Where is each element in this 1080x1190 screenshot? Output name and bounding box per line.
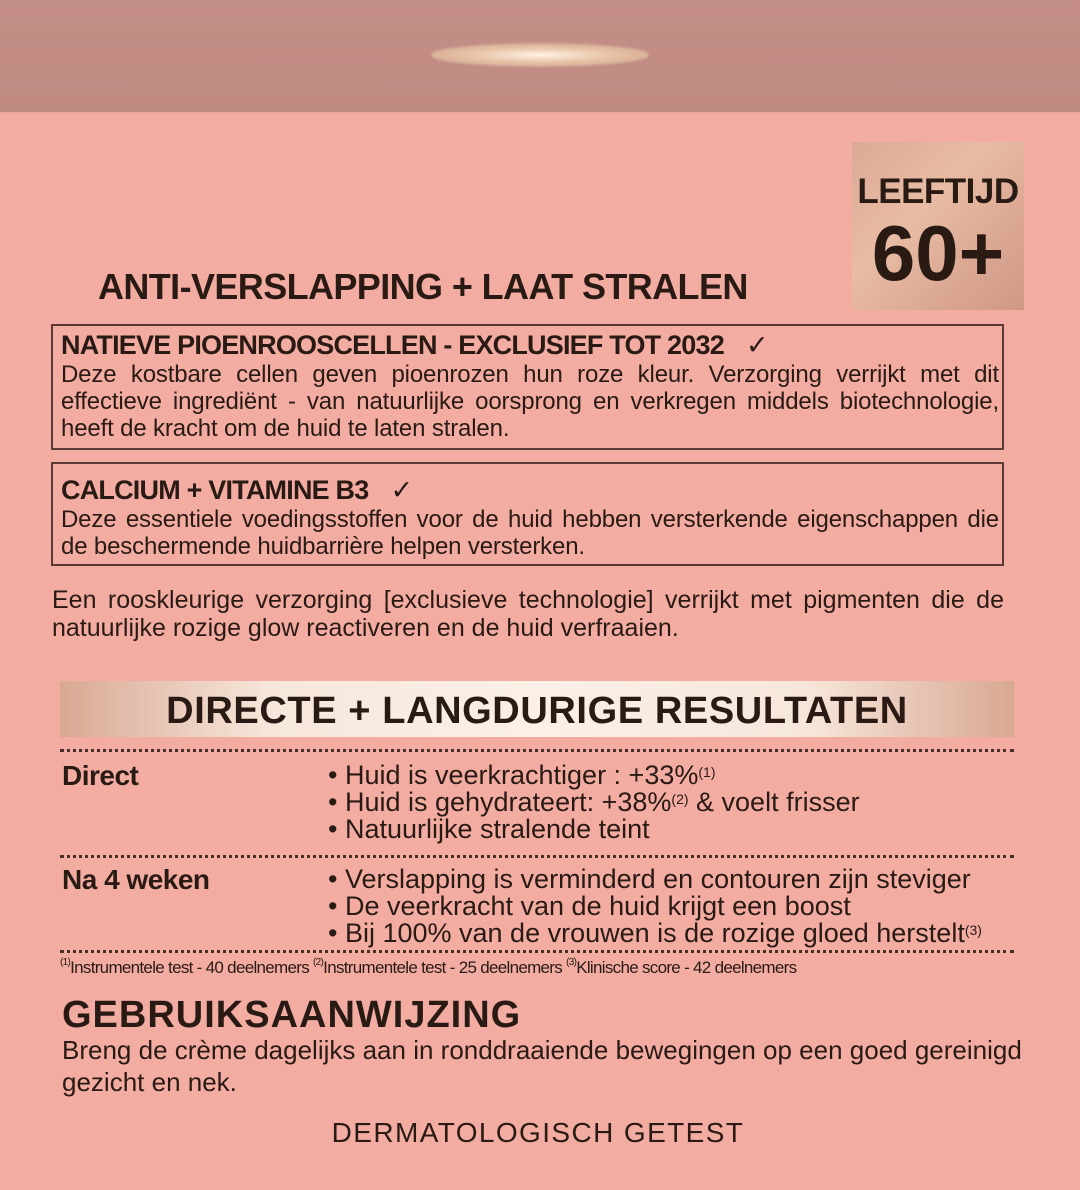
result-item: • Huid is veerkrachtiger : +33%$^{(1)}$ [328,760,716,790]
check-icon: ✓ [745,330,768,360]
footnote: Instrumentele test - 40 deelnemers [70,958,314,977]
ingredient-title [61,330,768,361]
ingredient-title-text: NATIEVE PIOENROOSCELLEN - EXCLUSIEF TOT 2032 [61,330,724,360]
product-headline: ANTI-VERSLAPPING + LAAT STRALEN [98,266,748,307]
result-item: • Huid is gehydrateert: +38%$^{(2)}$ & voelt frisser [328,787,860,817]
check-icon: ✓ [390,475,413,505]
footnotes: $^{(1)}$Instrumentele test - 40 deelnemers $^{(2)}$Instrumentele test - 25 deelnemers $^{(3)}$Klinische score - 42 deelnemers [60,957,797,977]
results-bullets-4-weeks [328,866,1028,947]
results-row-label: Direct [62,760,139,791]
age-badge [852,142,1024,310]
results-bullets-direct [328,762,1028,843]
results-banner [60,681,1014,737]
ingredient-title-text: CALCIUM + VITAMINE B3 [61,475,369,505]
result-item: • De veerkracht van de huid krijgt een boost [328,891,851,921]
intro-text: Een rooskleurige verzorging [exclusieve technologie] verrijkt met pigmenten die de natuurlijke rozige glow reactiveren en de huid verfraaien. [52,586,1004,642]
dotted-divider [60,950,1014,953]
result-item: • Verslapping is verminderd en contouren zijn steviger [328,864,971,894]
results-row-label: Na 4 weken [62,864,210,895]
usage-text: Breng de crème dagelijks aan in ronddraaiende bewegingen op een goed gereinigd gezicht en nek. [62,1035,1022,1097]
footnote: Klinische score - 42 deelnemers [576,958,797,977]
result-item: • Natuurlijke stralende teint [328,814,650,844]
age-badge-value: 60+ [871,209,1005,297]
ingredient-description: Deze kostbare cellen geven pioenrozen hun roze kleur. Verzorging verrijkt met dit effectieve ingrediënt - van natuurlijke oorsprong en verkregen middels biotechnologie, heeft de kracht om de huid te laten stralen. [61,361,999,442]
dermatologically-tested-label: DERMATOLOGISCH GETEST [331,1117,745,1148]
results-title: DIRECTE + LANGDURIGE RESULTATEN [166,690,908,732]
footnote: Instrumentele test - 25 deelnemers [323,958,567,977]
ingredient-description: Deze essentiele voedingsstoffen voor de huid hebben versterkende eigenschappen die de beschermende huidbarrière helpen versterken. [61,506,999,560]
dotted-divider [60,855,1014,858]
ingredient-title [61,475,412,506]
ingredient-box-calcium [51,462,1004,566]
usage-title: GEBRUIKSAANWIJZING [62,994,522,1036]
dotted-divider [60,749,1014,752]
age-badge-label: LEEFTIJD [857,172,1019,211]
ingredient-box-peony [51,324,1004,450]
result-item: • Bij 100% van de vrouwen is de rozige gloed herstelt$^{(3)}$ [328,918,982,948]
brand-emblem [432,44,648,66]
